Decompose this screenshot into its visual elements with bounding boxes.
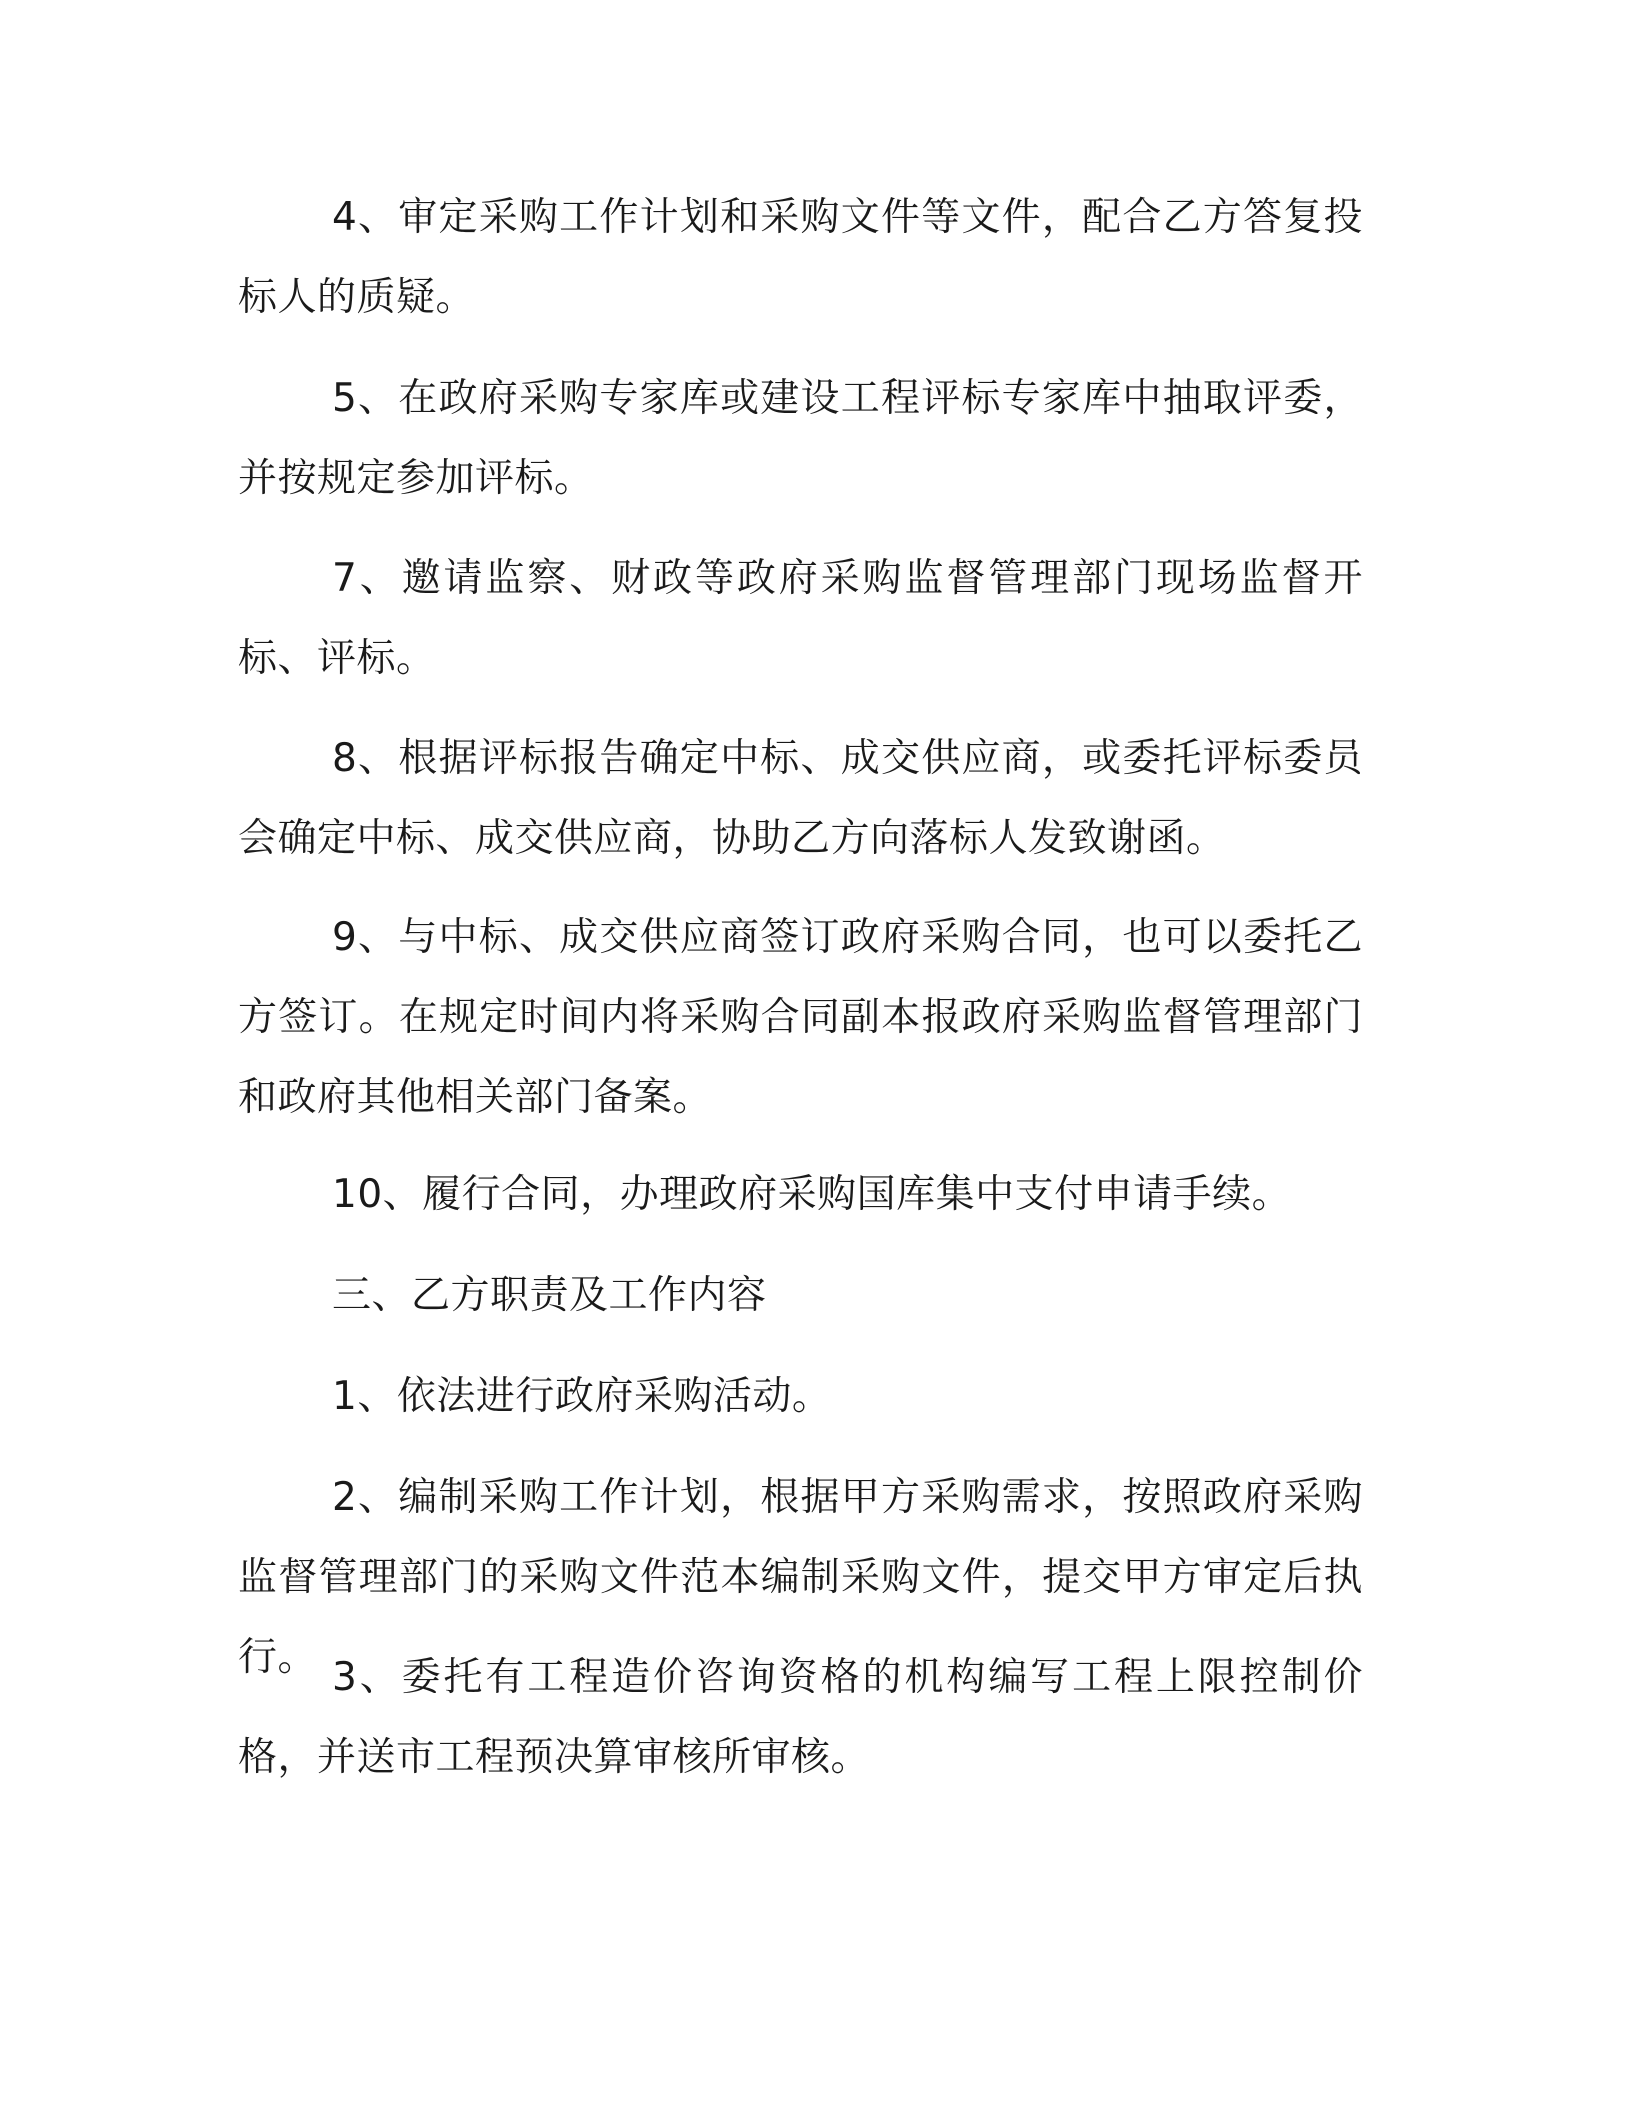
paragraph-item-10: 10、履行合同，办理政府采购国库集中支付申请手续。 — [332, 1172, 1292, 1217]
paragraph-item-9: 9、与中标、成交供应商签订政府采购合同，也可以委托乙方签订。在规定时间内将采购合同副本报政府采购监督管理部门和政府其他相关部门备案。 — [238, 915, 1363, 1120]
paragraph-item-8: 8、根据评标报告确定中标、成交供应商，或委托评标委员会确定中标、成交供应商，协助乙方向落标人发致谢函。 — [238, 736, 1363, 861]
paragraph-b-item-2: 2、编制采购工作计划，根据甲方采购需求，按照政府采购监督管理部门的采购文件范本编制采购文件，提交甲方审定后执行。 — [238, 1475, 1363, 1680]
paragraph-b-item-1: 1、依法进行政府采购活动。 — [332, 1374, 832, 1419]
paragraph-item-5: 5、在政府采购专家库或建设工程评标专家库中抽取评委，并按规定参加评标。 — [238, 376, 1363, 501]
paragraph-item-7: 7、邀请监察、财政等政府采购监督管理部门现场监督开标、评标。 — [238, 556, 1363, 681]
paragraph-item-4: 4、审定采购工作计划和采购文件等文件，配合乙方答复投标人的质疑。 — [238, 195, 1363, 320]
section-heading-party-b-duties: 三、乙方职责及工作内容 — [332, 1273, 767, 1318]
paragraph-b-item-3: 3、委托有工程造价咨询资格的机构编写工程上限控制价格，并送市工程预决算审核所审核。 — [238, 1655, 1363, 1780]
